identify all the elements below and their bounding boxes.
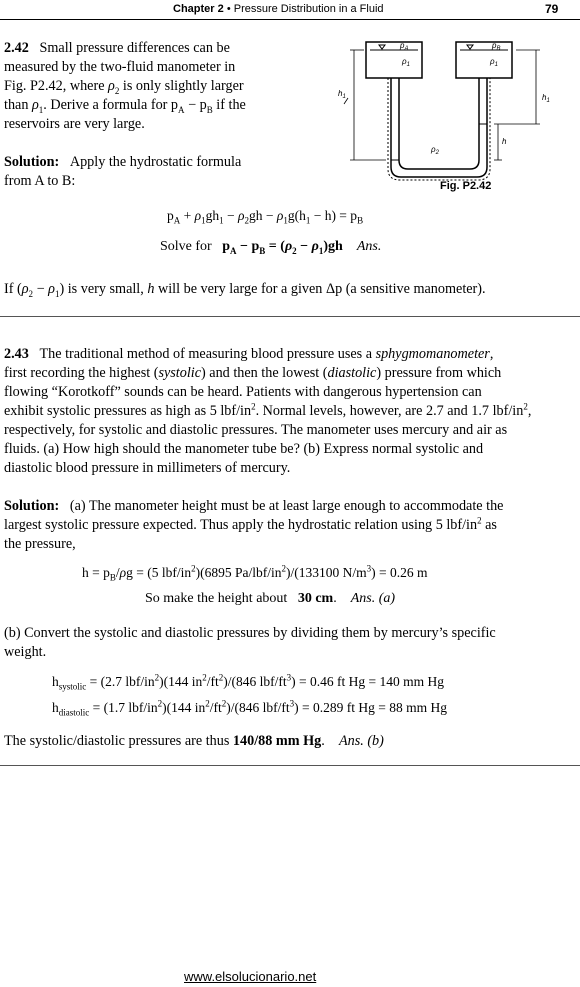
solution-line: Solution: (a) The manometer height must be at least large enough to accommodate the	[4, 498, 504, 514]
solution-line: from A to B:	[4, 173, 76, 189]
equation-systolic: $h_{systolic} = (2.7$ lbf/$in^2)(144$ $in^2/ft^2)/(846$ lbf/$ft^3) = 0.46$ ft Hg = 140 mm Hg	[52, 672, 444, 692]
solution-line: the pressure,	[4, 536, 76, 552]
solution-line: Solution: Apply the hydrostatic formula	[4, 154, 242, 170]
label-rho1-left: $\rho_1$	[402, 57, 410, 68]
problem-2-43-statement	[4, 345, 578, 554]
figure-caption: Fig. P2.42	[440, 180, 492, 192]
label-h1-left: $h_1$	[338, 89, 346, 100]
statement-line: flowing “Korotkoff” sounds can be heard. Patients with dangerous hypertension can	[4, 384, 482, 400]
remark-line: If $(\rho_2 - \rho_1)$ is very small, h will be very large for a given Δp (a sensitive manometer).	[4, 281, 486, 299]
statement-line: 2.43 The traditional method of measuring blood pressure uses a sphygmomanometer,	[4, 346, 494, 362]
conclusion-line: The systolic/diastolic pressures are thus 140/88 mm Hg. Ans. (b)	[4, 733, 384, 749]
part-b-line: (b) Convert the systolic and diastolic pressures by dividing them by mercury’s specific	[4, 625, 496, 641]
problem-2-42-statement	[4, 39, 282, 191]
equation-hydrostatic: $p_A + \rho_1gh_1 - \rho_2gh - \rho_1g(h_1 - h) = p_B$	[167, 208, 364, 226]
statement-line: first recording the highest (systolic) and then the lowest (diastolic) pressure from which	[4, 365, 502, 381]
statement-line: respectively, for systolic and diastolic pressures. The manometer uses mercury and air as	[4, 422, 508, 438]
chapter-label: Chapter 2	[173, 3, 224, 15]
figure-p2-42	[336, 32, 578, 197]
page-header	[0, 0, 580, 22]
solution-label: Solution:	[4, 154, 60, 170]
height-value: 30 cm	[297, 591, 334, 606]
section-rule	[0, 316, 580, 317]
height-text: So make the height about	[145, 591, 288, 606]
problem-number: 2.42	[4, 40, 29, 56]
running-title	[173, 3, 384, 15]
equation-diastolic: $h_{diastolic} = (1.7$ lbf/$in^2)(144$ $in^2/ft^2)/(846$ lbf/$ft^3) = 0.289$ ft Hg = 88 mm Hg	[52, 698, 447, 718]
answer-formula: $p_A - p_B = (\rho_2 - \rho_1)gh$	[222, 239, 343, 256]
conclusion-value: 140/88 mm Hg	[232, 733, 322, 749]
label-pa: $p_A$	[400, 41, 409, 52]
section-rule	[0, 765, 580, 766]
solve-for-label: Solve for	[160, 239, 212, 254]
conclusion-text: The systolic/diastolic pressures are thus	[4, 733, 230, 749]
statement-line: measured by the two-fluid manometer in	[4, 59, 236, 75]
ans-a-label: Ans. (a)	[350, 591, 396, 606]
solution-label: Solution:	[4, 498, 60, 514]
height-answer-line: So make the height about 30 cm. Ans. (a)	[145, 591, 396, 606]
ans-b-label: Ans. (b)	[338, 733, 384, 749]
part-b-line: weight.	[4, 644, 47, 660]
statement-line: reservoirs are very large.	[4, 116, 145, 132]
equation-height: $h = p_B/\rho g = (5$ lbf/$in^2)(6895$ $Pa/lbf/in^2)/(133100$ $N/m^3) = 0.26$ m	[82, 563, 428, 583]
statement-line: fluids. (a) How high should the manometer tube be? (b) Express normal systolic and	[4, 441, 484, 457]
chapter-title: Pressure Distribution in a Fluid	[233, 3, 384, 15]
ans-label: Ans.	[356, 239, 382, 254]
statement-line: diastolic blood pressure in millimeters of mercury.	[4, 460, 291, 476]
statement-line: Fig. P2.42, where $\rho_2$ is only slightly larger	[4, 78, 244, 96]
statement-line: exhibit systolic pressures as high as 5 lbf/$in^2$. Normal levels, however, are 2.7 and 1.7 lbf/$in^2$,	[4, 401, 532, 419]
label-rho2: $\rho_2$	[431, 145, 439, 156]
answer-line	[160, 239, 381, 255]
footer-link[interactable]: www.elsolucionario.net	[184, 969, 317, 984]
label-h: h	[502, 137, 507, 146]
label-rho1-right: $\rho_1$	[490, 57, 498, 68]
statement-line: than $\rho_1$. Derive a formula for $p_A - p_B$ if the	[4, 97, 246, 115]
label-h1-right: $h_1$	[542, 93, 550, 104]
part-b-text	[4, 624, 578, 662]
solution-line: largest systolic pressure expected. Thus apply the hydrostatic relation using 5 lbf/$in^2$ as	[4, 515, 497, 533]
manometer-diagram	[336, 32, 578, 197]
header-bullet: •	[226, 3, 231, 15]
label-pb: $p_B$	[492, 41, 501, 52]
statement-line: Small pressure differences can be	[39, 40, 230, 56]
page-number: 79	[545, 2, 559, 16]
header-rule	[0, 19, 580, 20]
